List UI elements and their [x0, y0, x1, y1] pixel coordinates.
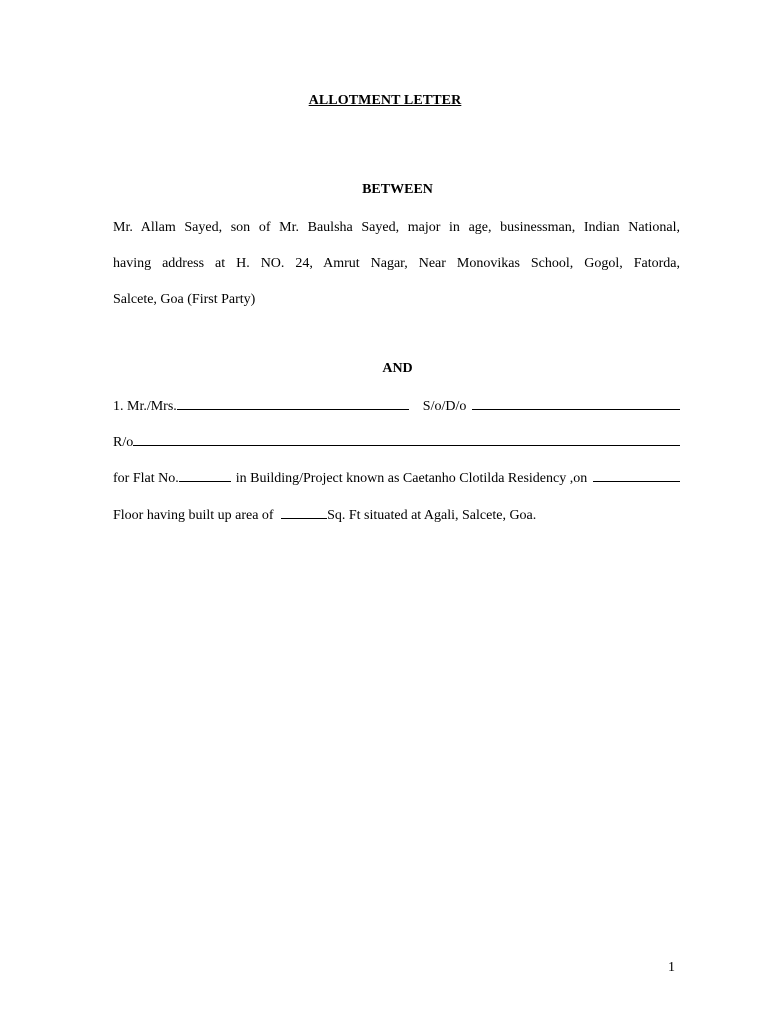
floor-prefix: Floor having built up area of	[113, 508, 274, 523]
name-label: 1. Mr./Mrs.	[113, 399, 177, 414]
relation-blank-line	[472, 396, 680, 410]
first-party-line: having address at H. NO. 24, Amrut Nagar, Near Monovikas School, Gogol, Fatorda,	[113, 256, 680, 271]
between-heading: BETWEEN	[362, 182, 433, 197]
residence-row	[113, 432, 680, 452]
floor-number-blank-line	[593, 468, 680, 482]
name-blank-line	[177, 396, 409, 410]
flat-number-blank-line	[179, 468, 231, 482]
first-party-line: Mr. Allam Sayed, son of Mr. Baulsha Sayed, major in age, businessman, Indian National,	[113, 220, 680, 235]
area-blank-line	[281, 505, 327, 519]
second-party-name-row	[113, 396, 680, 416]
page-number: 1	[668, 960, 675, 975]
first-party-line: Salcete, Goa (First Party)	[113, 292, 256, 307]
residence-blank-line	[133, 432, 680, 446]
residence-label: R/o	[113, 435, 134, 450]
first-party-paragraph	[113, 210, 680, 318]
relation-label: S/o/D/o	[422, 399, 467, 414]
floor-area-row	[113, 505, 680, 525]
flat-middle-text: in Building/Project known as Caetanho Clotilda Residency ,on	[235, 471, 588, 486]
floor-suffix: Sq. Ft situated at Agali, Salcete, Goa.	[327, 508, 537, 523]
document-title: ALLOTMENT LETTER	[308, 93, 462, 108]
and-heading: AND	[382, 361, 413, 376]
flat-prefix: for Flat No.	[113, 471, 179, 486]
flat-row	[113, 468, 680, 488]
